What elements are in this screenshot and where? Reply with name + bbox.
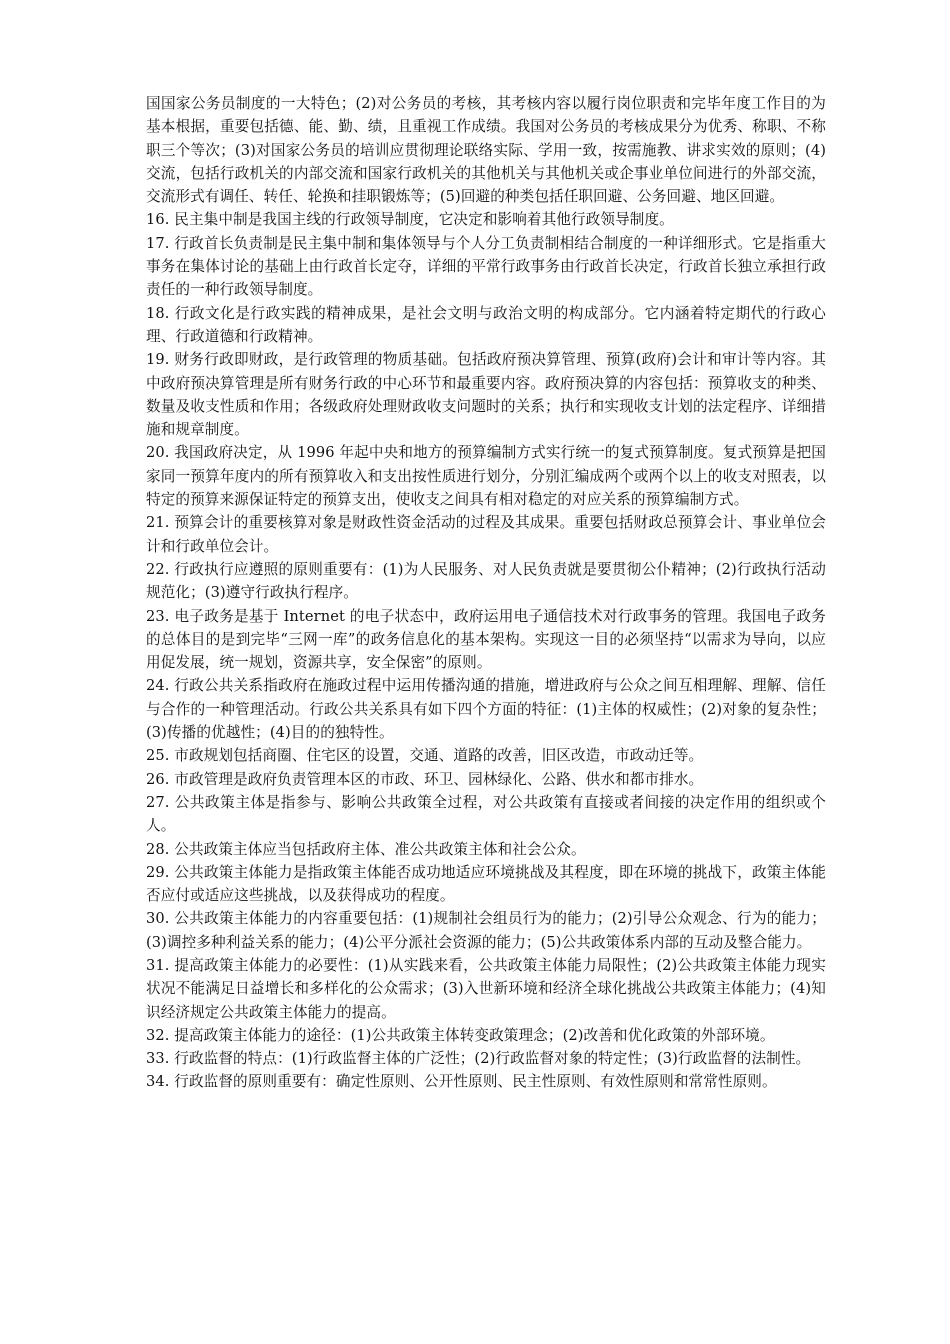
item-30: 30. 公共政策主体能力的内容重要包括：(1)规制社会组员行为的能力；(2)引导公众观念、行为的能力；(3)调控多种利益关系的能力；(4)公平分派社会资源的能力；(5)公共政策体系内部的互动及整合能力。 [146, 910, 826, 951]
item-32: 32. 提高政策主体能力的途径：(1)公共政策主体转变政策理念；(2)改善和优化政策的外部环境。 [146, 1026, 775, 1044]
item-34: 34. 行政监督的原则重要有：确定性原则、公开性原则、民主性原则、有效性原则和常常性原则。 [146, 1073, 777, 1091]
item-18: 18. 行政文化是行政实践的精神成果，是社会文明与政治文明的构成部分。它内涵着特定期代的行政心理、行政道德和行政精神。 [146, 304, 826, 345]
item-31: 31. 提高政策主体能力的必要性：(1)从实践来看，公共政策主体能力局限性；(2)公共政策主体能力现实状况不能满足日益增长和多样化的公众需求；(3)入世新环境和经济全球化挑战公共政策主体能力；(4)知识经济规定公共政策主体能力的提高。 [146, 956, 826, 1021]
item-33: 33. 行政监督的特点：(1)行政监督主体的广泛性；(2)行政监督对象的特定性；(3)行政监督的法制性。 [146, 1050, 811, 1068]
item-22: 22. 行政执行应遵照的原则重要有：(1)为人民服务、对人民负责就是要贯彻公仆精神；(2)行政执行活动规范化；(3)遵守行政执行程序。 [146, 560, 826, 602]
item-26: 26. 市政管理是政府负责管理本区的市政、环卫、园林绿化、公路、供水和都市排水。 [146, 770, 704, 788]
document-body [146, 92, 826, 1094]
item-27: 27. 公共政策主体是指参与、影响公共政策全过程，对公共政策有直接或者间接的决定作用的组织或个人。 [146, 793, 826, 835]
item-23: 23. 电子政务是基于 Internet 的电子状态中，政府运用电子通信技术对行政事务的管理。我国电子政务的总体目的是到完毕“三网一库”的政务信息化的基本架构。实现这一目的必须坚持“以需求为导向，以应用促发展，统一规划，资源共享，安全保密”的原则。 [146, 607, 826, 672]
item-16: 16. 民主集中制是我国主线的行政领导制度，它决定和影响着其他行政领导制度。 [146, 211, 674, 229]
item-19: 19. 财务行政即财政，是行政管理的物质基础。包括政府预决算管理、预算(政府)会计和审计等内容。其中政府预决算管理是所有财务行政的中心环节和最重要内容。政府预决算的内容包括：预算收支的种类、数量及收支性质和作用；各级政府处理财政收支问题时的关系；执行和实现收支计划的法定程序、详细措施和规章制度。 [146, 351, 826, 439]
item-29: 29. 公共政策主体能力是指政策主体能否成功地适应环境挑战及其程度，即在环境的挑战下，政策主体能否应付或适应这些挑战，以及获得成功的程度。 [146, 863, 826, 905]
item-20: 20. 我国政府决定，从 1996 年起中央和地方的预算编制方式实行统一的复式预算制度。复式预算是把国家同一预算年度内的所有预算收入和支出按性质进行划分，分别汇编成两个或两个以上的收支对照表，以特定的预算来源保证特定的预算支出，使收支之间具有相对稳定的对应关系的预算编制方式。 [146, 444, 826, 509]
paragraph-continuation: 国国家公务员制度的一大特色；(2)对公务员的考核，其考核内容以履行岗位职责和完毕年度工作目的为基本根据，重要包括德、能、勤、绩，且重视工作成绩。我国对公务员的考核成果分为优秀、称职、不称职三个等次；(3)对国家公务员的培训应贯彻理论联络实际、学用一致，按需施教、讲求实效的原则；(4)交流，包括行政机关的内部交流和国家行政机关的其他机关与其他机关或企事业单位间进行的外部交流，交流形式有调任、转任、轮换和挂职锻炼等；(5)回避的种类包括任职回避、公务回避、地区回避。 [146, 95, 826, 206]
item-25: 25. 市政规划包括商圈、住宅区的设置，交通、道路的改善，旧区改造，市政动迁等。 [146, 747, 704, 765]
item-24: 24. 行政公共关系指政府在施政过程中运用传播沟通的措施，增进政府与公众之间互相理解、理解、信任与合作的一种管理活动。行政公共关系具有如下四个方面的特征：(1)主体的权威性；(2)对象的复杂性；(3)传播的优越性；(4)目的的独特性。 [146, 677, 826, 742]
item-28: 28. 公共政策主体应当包括政府主体、准公共政策主体和社会公众。 [146, 840, 586, 858]
item-21: 21. 预算会计的重要核算对象是财政性资金活动的过程及其成果。重要包括财政总预算会计、事业单位会计和行政单位会计。 [146, 514, 826, 555]
item-17: 17. 行政首长负责制是民主集中制和集体领导与个人分工负责制相结合制度的一种详细形式。它是指重大事务在集体讨论的基础上由行政首长定夺，详细的平常行政事务由行政首长决定，行政首长独立承担行政责任的一种行政领导制度。 [146, 234, 826, 299]
